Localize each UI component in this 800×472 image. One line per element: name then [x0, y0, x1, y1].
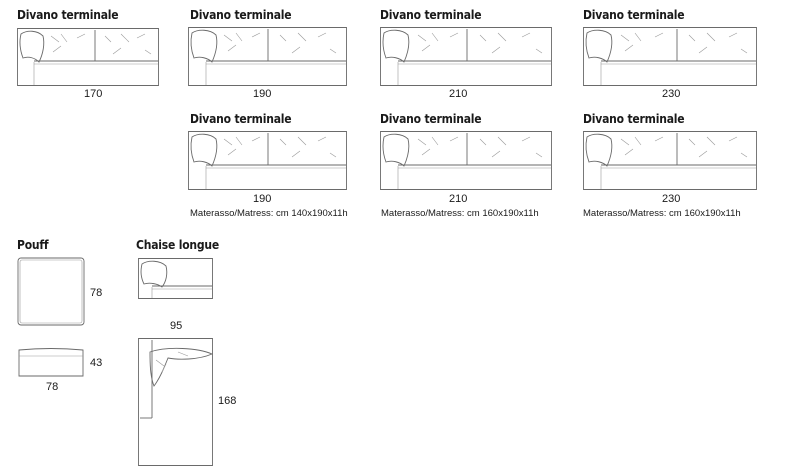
sofa-bed-drawing-5: [188, 131, 347, 190]
sofa-width-7: 230: [662, 193, 681, 205]
sofa-title-3: Divano terminale: [380, 8, 482, 22]
sofa-drawing-2: [188, 27, 347, 86]
pouff-side-view: [17, 346, 85, 378]
pouff-width-label: 78: [46, 381, 59, 393]
sofa-title-1: Divano terminale: [17, 8, 119, 22]
sofa-title-6: Divano terminale: [380, 112, 482, 126]
sofa-title-7: Divano terminale: [583, 112, 685, 126]
pouff-top-view: [17, 257, 85, 326]
mattress-note-6: Materasso/Matress: cm 160x190x11h: [381, 208, 539, 219]
chaise-front-width-label: 95: [170, 320, 183, 332]
sofa-title-4: Divano terminale: [583, 8, 685, 22]
mattress-note-7: Materasso/Matress: cm 160x190x11h: [583, 208, 741, 219]
sofa-width-4: 230: [662, 88, 681, 100]
sofa-bed-drawing-6: [380, 131, 552, 190]
sofa-title-5: Divano terminale: [190, 112, 292, 126]
chaise-title: Chaise longue: [136, 238, 220, 252]
sofa-width-3: 210: [449, 88, 468, 100]
chaise-front-view: [138, 258, 213, 314]
pouff-height-label: 43: [90, 357, 103, 369]
sofa-drawing-4: [583, 27, 757, 86]
chaise-length-label: 168: [218, 395, 237, 407]
sofa-drawing-1: [17, 28, 159, 86]
pouff-depth-label: 78: [90, 287, 103, 299]
chaise-top-view: [138, 338, 213, 466]
mattress-note-5: Materasso/Matress: cm 140x190x11h: [190, 208, 348, 219]
pouff-title: Pouff: [17, 238, 49, 252]
sofa-width-1: 170: [84, 88, 103, 100]
sofa-width-2: 190: [253, 88, 272, 100]
sofa-drawing-3: [380, 27, 552, 86]
sofa-width-6: 210: [449, 193, 468, 205]
sofa-title-2: Divano terminale: [190, 8, 292, 22]
sofa-bed-drawing-7: [583, 131, 757, 190]
sofa-width-5: 190: [253, 193, 272, 205]
